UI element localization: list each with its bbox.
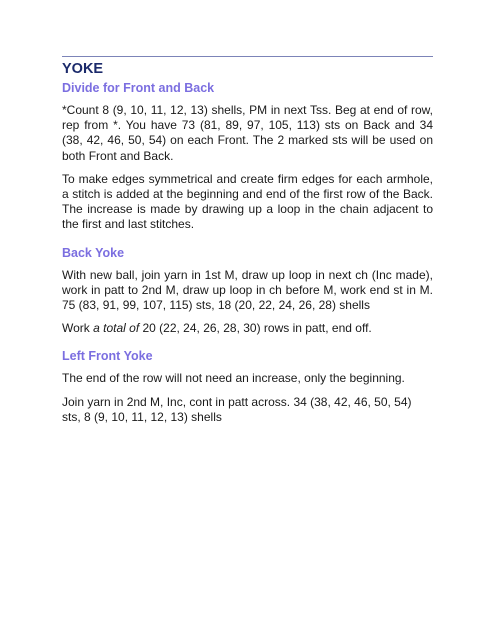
- left-front-yoke-paragraph-1: The end of the row will not need an increase, only the beginning.: [62, 371, 405, 386]
- back-yoke-paragraph-2-emphasis: a total of: [93, 321, 140, 336]
- back-yoke-paragraph-2: [62, 321, 433, 336]
- section-title: YOKE: [62, 61, 104, 77]
- left-front-yoke-paragraph-2: Join yarn in 2nd M, Inc, cont in patt across. 34 (38, 42, 46, 50, 54) sts, 8 (9, 10, 11, 12, 13) shells: [62, 394, 412, 424]
- document-page: [62, 56, 433, 433]
- back-yoke-paragraph-1: With new ball, join yarn in 1st M, draw up loop in next ch (Inc made), work in patt to 2nd M, draw up loop in ch before M, work end st in M. 75 (83, 91, 99, 107, 115) sts, 18 (20, 22, 24, 26, 28) shells: [62, 267, 433, 313]
- back-yoke-paragraph-2-suffix: 20 (22, 24, 26, 28, 30) rows in patt, end off.: [139, 321, 372, 336]
- left-front-yoke-heading: Left Front Yoke: [62, 349, 153, 364]
- divide-paragraph-1: *Count 8 (9, 10, 11, 12, 13) shells, PM in next Tss. Beg at end of row, rep from *. You have 73 (81, 89, 97, 105, 113) sts on Back and 34 (38, 42, 46, 50, 54) on each Front. The 2 marked sts will be used on both Front and Back.: [62, 103, 433, 163]
- top-divider: [62, 56, 433, 57]
- divide-heading: Divide for Front and Back: [62, 81, 215, 95]
- divide-paragraph-2: To make edges symmetrical and create firm edges for each armhole, a stitch is added at the beginning and end of the first row of the Back. The increase is made by drawing up a loop in the chain adjacent to the first and last stitches.: [62, 171, 433, 232]
- back-yoke-paragraph-2-prefix: Work: [62, 321, 94, 336]
- back-yoke-heading: Back Yoke: [62, 245, 125, 260]
